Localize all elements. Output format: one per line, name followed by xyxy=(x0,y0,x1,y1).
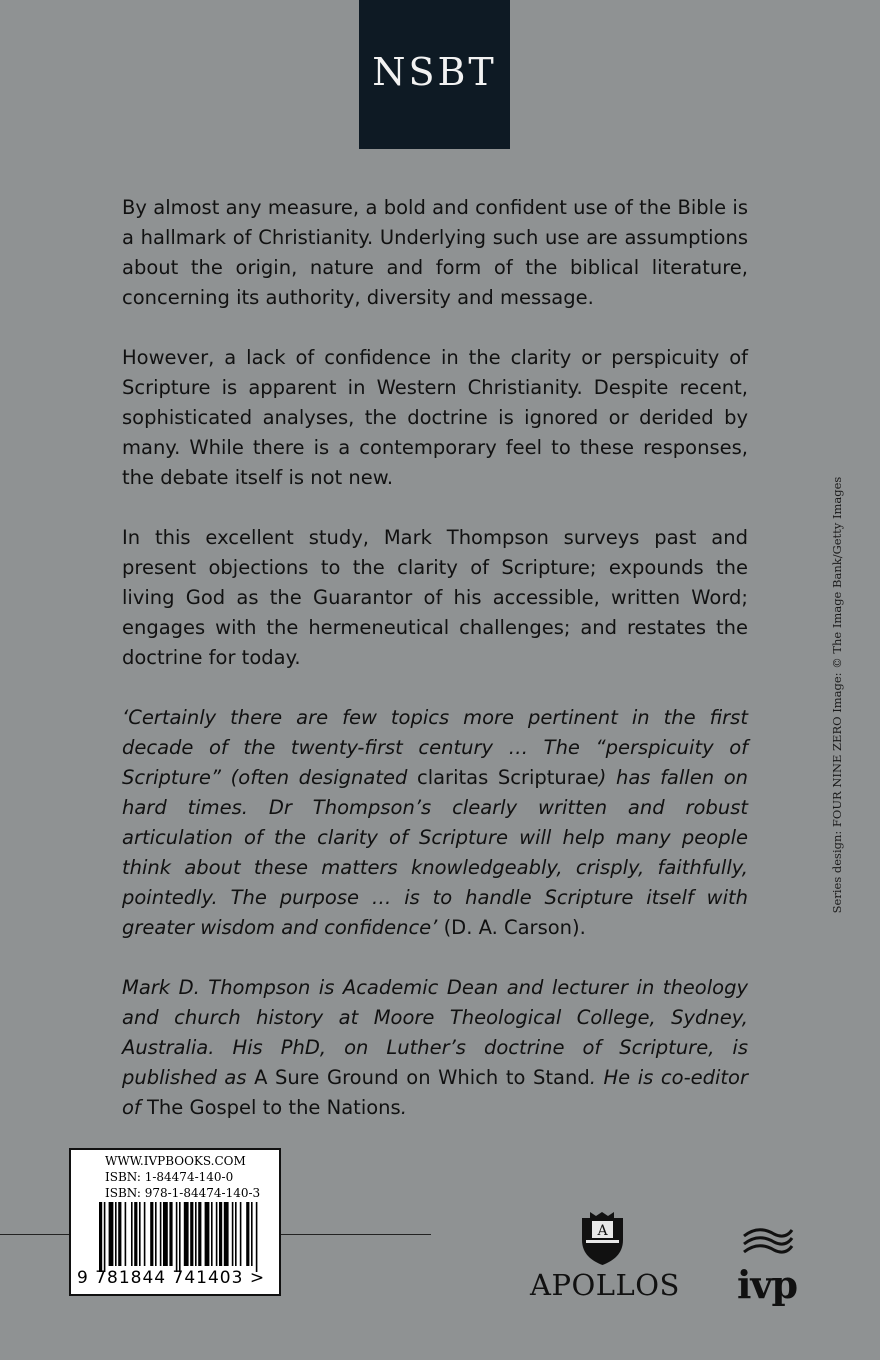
waves-icon xyxy=(742,1226,794,1260)
back-cover-text xyxy=(122,193,748,1153)
shield-icon xyxy=(580,1210,625,1266)
ivp-logo xyxy=(736,1226,798,1310)
middle-rule xyxy=(281,1234,431,1235)
quote-text-1: ‘Certainly there are few topics more pertinent in the first decade of the twenty-first century … The “perspicuity of Scripture” (often designated xyxy=(122,706,748,789)
author-bio xyxy=(122,973,748,1123)
image-credit xyxy=(826,450,848,940)
svg-text:A: A xyxy=(597,1223,608,1239)
bio-text-1: Mark D. Thompson is Academic Dean and lecturer in theology and church history at Moore Theological College, Sydney, Australia. His PhD, on Luther’s doctrine of Scripture, is published as xyxy=(122,976,748,1089)
series-logo xyxy=(359,0,510,149)
quote-term: claritas Scripturae xyxy=(416,766,599,789)
left-rule xyxy=(0,1234,69,1235)
apollos-name: APOLLOS xyxy=(530,1268,680,1302)
ivp-name: ivp xyxy=(736,1262,798,1307)
isbn-10: ISBN: 1-84474-140-0 xyxy=(105,1170,234,1184)
series-logo-text: NSBT xyxy=(372,49,497,94)
image-credit-text: Series design: FOUR NINE ZERO Image: © The Image Bank/Getty Images xyxy=(830,476,844,914)
quote-text-2: ) has fallen on hard times. Dr Thompson’s clearly written and robust articulation of the clarity of Scripture will help many people think about these matters knowledgeably, crisply, faithfully, pointedly. The purpose … is to handle Scripture itself with greater wisdom and confidence’ xyxy=(122,766,748,939)
blurb-paragraph-3: In this excellent study, Mark Thompson surveys past and present objections to the clarity of Scripture; expounds the living God as the Guarantor of his accessible, written Word; engages with the hermeneutical challenges; and restates the doctrine for today. xyxy=(122,526,748,669)
blurb-paragraph-2: However, a lack of confidence in the clarity or perspicuity of Scripture is apparent in Western Christianity. Despite recent, sophisticated analyses, the doctrine is ignored or derided by many. While there is a contemporary feel to these responses, the debate itself is not new. xyxy=(122,346,748,489)
apollos-logo xyxy=(530,1210,680,1305)
blurb-paragraph-1: By almost any measure, a bold and confident use of the Bible is a hallmark of Christianity. Underlying such use are assumptions about the origin, nature and form of the biblical literature, concerning its authority, diversity and message. xyxy=(122,196,748,309)
publisher-website: WWW.IVPBOOKS.COM xyxy=(105,1154,246,1168)
barcode-box xyxy=(69,1148,281,1296)
bio-text-3: . xyxy=(400,1096,407,1119)
barcode-digits: 9 781844 741403 > xyxy=(77,1268,266,1288)
bio-book-1: A Sure Ground on Which to Stand xyxy=(254,1066,590,1089)
quote-attribution: (D. A. Carson). xyxy=(437,916,586,939)
bio-text-2: . He is co-editor of xyxy=(122,1066,748,1119)
isbn-13: ISBN: 978-1-84474-140-3 xyxy=(105,1186,261,1200)
endorsement-quote xyxy=(122,703,748,943)
bio-book-2: The Gospel to the Nations xyxy=(147,1096,401,1119)
